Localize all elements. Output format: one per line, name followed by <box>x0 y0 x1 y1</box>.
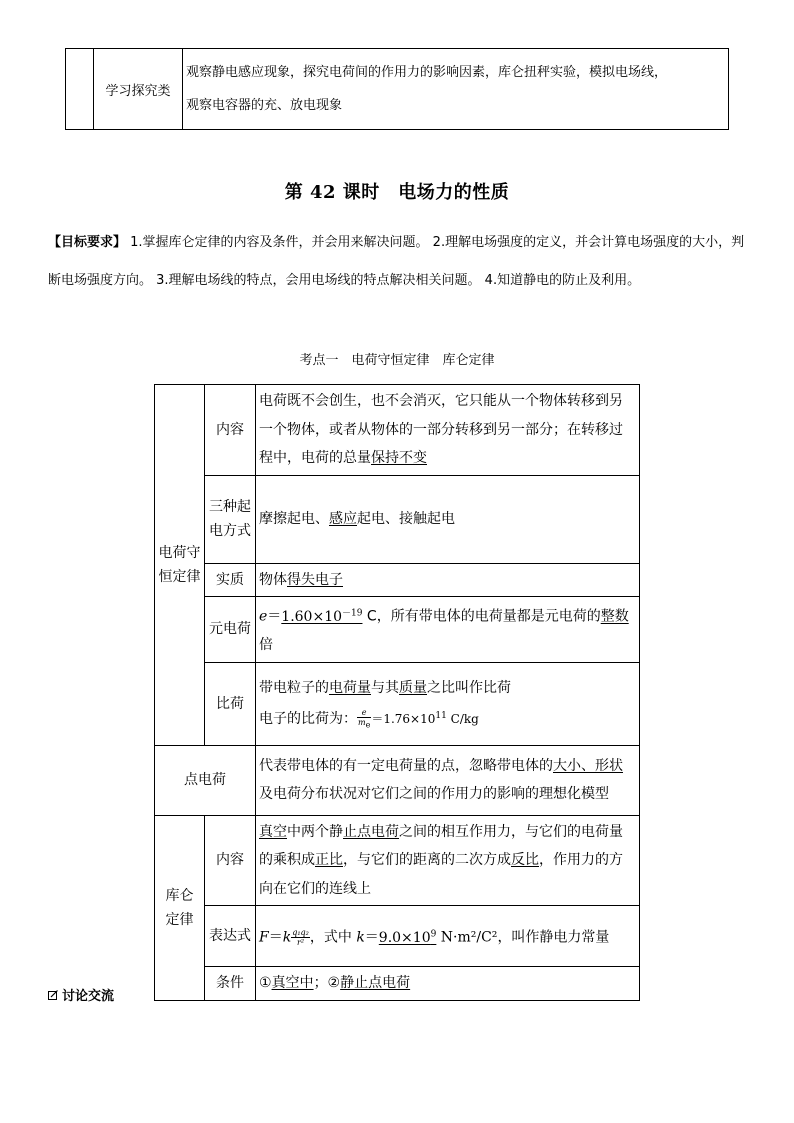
specific-value <box>256 662 640 745</box>
label-expression: 表达式 <box>205 906 256 967</box>
label-specific-charge: 比荷 <box>205 662 256 745</box>
edit-icon <box>48 990 58 1000</box>
condition-value: ①真空中；②静止点电荷 <box>256 967 640 1001</box>
conservation-content: 电荷既不会创生，也不会消灭，它只能从一个物体转移到另一个物体，或者从物体的一部分转移到另一部分；在转移过程中，电荷的总量保持不变 <box>256 385 640 476</box>
elementary-charge-value: $1.60\times 10^{-19}$ <box>281 608 363 625</box>
methods-value: 摩擦起电、感应起电、接触起电 <box>256 475 640 563</box>
coulomb-fraction: $\frac{\text{q₁q₂}}{\text{r²}}$ <box>292 928 309 948</box>
knowledge-table <box>154 384 640 1001</box>
specific-line2: 电子的比荷为： $\frac{e}{me}$ $=1.76\times 10^{11}$ C/kg <box>259 708 479 730</box>
top-table-blank-cell <box>66 49 94 130</box>
expression-value: F＝k $\frac{\text{q₁q₂}}{\text{r²}}$ ，式中 $k=9.0\times 10^9$ N·m²/C²，叫作静电力常量 <box>256 906 640 967</box>
section-title: 考点一 电荷守恒定律 库仑定律 <box>299 353 495 368</box>
coulomb-content: 真空中两个静止点电荷之间的相互作用力，与它们的电荷量的乘积成正比，与它们的距离的二次方成反比，作用力的方向在它们的连线上 <box>256 815 640 906</box>
group-charge-conservation: 电荷守恒定律 <box>155 385 205 746</box>
point-charge-value: 代表带电体的有一定电荷量的点，忽略带电体的大小、形状及电荷分布状况对它们之间的作用力的影响的理想化模型 <box>256 745 640 815</box>
lesson-title: 第 42 课时 电场力的性质 <box>284 182 510 203</box>
top-table <box>65 48 729 130</box>
label-coulomb-content: 内容 <box>205 815 256 906</box>
objectives-text: 1.掌握库仑定律的内容及条件，并会用来解决问题。 2.理解电场强度的定义，并会计算电场强度的大小，判断电场强度方向。 3.理解电场线的特点，会用电场线的特点解决相关问题。 4.知道静电的防止及利用。 <box>48 235 745 288</box>
top-table-content-line2: 观察电容器的充、放电现象 <box>186 98 343 113</box>
group-point-charge: 点电荷 <box>155 745 256 815</box>
specific-fraction: $\frac{e}{me}$ <box>358 708 371 730</box>
label-condition: 条件 <box>205 967 256 1001</box>
essence-value: 物体得失电子 <box>256 563 640 597</box>
top-table-content <box>183 49 729 130</box>
objectives-paragraph <box>48 224 748 300</box>
label-content: 内容 <box>205 385 256 476</box>
objectives-tag: 【目标要求】 <box>48 235 127 250</box>
specific-line1: 带电粒子的电荷量与其质量之比叫作比荷 <box>259 679 511 696</box>
group-coulomb-law: 库仑定律 <box>155 815 205 1000</box>
elementary-value: $e=1.60\times 10^{-19}$ C，所有带电体的电荷量都是元电荷的整数倍 <box>256 597 640 663</box>
top-table-category: 学习探究类 <box>94 49 183 130</box>
top-table-content-line1: 观察静电感应现象，探究电荷间的作用力的影响因素，库仑扭秤实验，模拟电场线， <box>186 65 668 80</box>
coulomb-constant-value: $9.0\times 10^9$ <box>378 929 437 946</box>
label-essence: 实质 <box>205 563 256 597</box>
label-three-methods: 三种起电方式 <box>205 475 256 563</box>
discussion-heading <box>48 985 114 1004</box>
discussion-label: 讨论交流 <box>62 989 115 1004</box>
label-elementary-charge: 元电荷 <box>205 597 256 663</box>
